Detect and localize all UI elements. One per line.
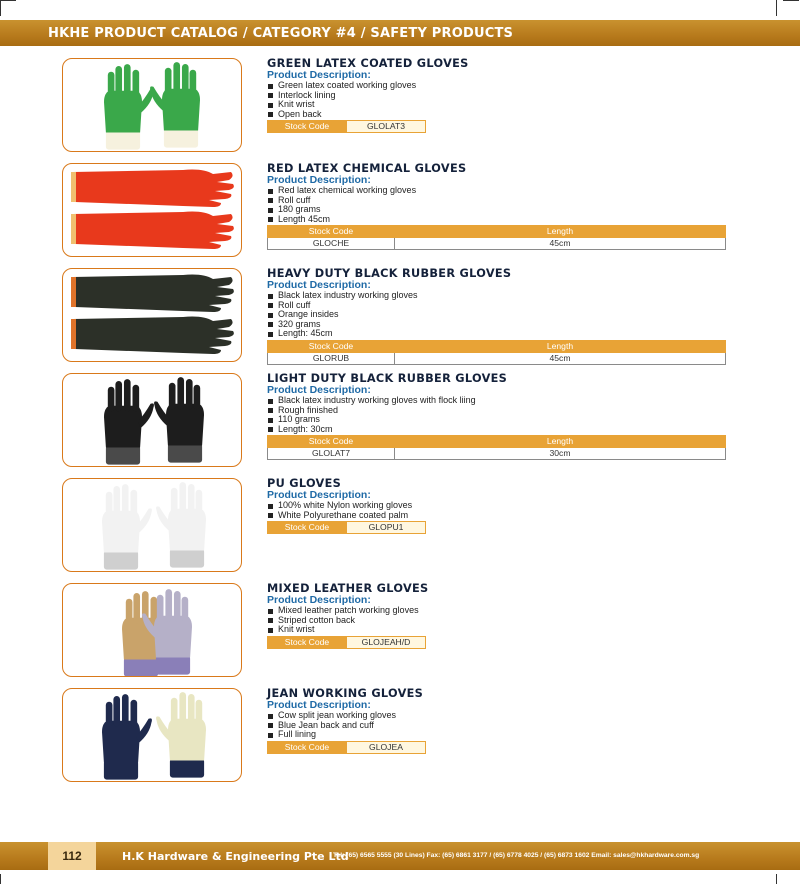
feature-item: 320 grams bbox=[267, 320, 727, 330]
product-description-label: Product Description: bbox=[267, 69, 371, 81]
product-red-latex-gloves bbox=[0, 163, 800, 259]
length-label: Length bbox=[395, 226, 726, 238]
crop-mark bbox=[783, 0, 799, 1]
feature-item: White Polyurethane coated palm bbox=[267, 511, 727, 521]
product-description-label: Product Description: bbox=[267, 699, 371, 711]
crop-mark bbox=[776, 874, 777, 884]
stock-table bbox=[267, 521, 426, 534]
product-title: PU GLOVES bbox=[267, 477, 342, 490]
stock-table bbox=[267, 435, 726, 460]
glove-bottom-icon bbox=[71, 212, 234, 250]
glove-right-icon bbox=[156, 692, 206, 778]
product-image bbox=[62, 163, 242, 257]
feature-list bbox=[267, 711, 727, 740]
stock-code-value: GLOJEA bbox=[347, 741, 426, 753]
glove-bottom-icon bbox=[71, 317, 234, 355]
stock-table bbox=[267, 636, 426, 649]
company-name: H.K Hardware & Engineering Pte Ltd bbox=[122, 850, 349, 863]
glove-left-icon bbox=[104, 379, 154, 465]
stock-code-value: GLOPU1 bbox=[347, 522, 426, 534]
feature-list bbox=[267, 501, 727, 520]
product-heavy-black-rubber-gloves bbox=[0, 268, 800, 364]
feature-item: Striped cotton back bbox=[267, 616, 727, 626]
product-description-label: Product Description: bbox=[267, 279, 371, 291]
feature-item: Full lining bbox=[267, 730, 727, 740]
stock-table bbox=[267, 225, 726, 250]
glove-right-icon bbox=[156, 482, 206, 567]
product-info bbox=[267, 58, 727, 133]
feature-item: Knit wrist bbox=[267, 100, 727, 110]
feature-item: Length: 45cm bbox=[267, 329, 727, 339]
page-title: HKHE PRODUCT CATALOG / CATEGORY #4 / SAFETY PRODUCTS bbox=[48, 26, 514, 41]
crop-mark bbox=[0, 874, 1, 884]
stock-code-label: Stock Code bbox=[268, 340, 395, 352]
length-label: Length bbox=[395, 340, 726, 352]
feature-item: 100% white Nylon working gloves bbox=[267, 501, 727, 511]
feature-item: Black latex industry working gloves with flock liing bbox=[267, 396, 727, 406]
stock-code-label: Stock Code bbox=[268, 636, 347, 648]
feature-item: Rough finished bbox=[267, 406, 727, 416]
glove-left-icon bbox=[102, 484, 152, 569]
glove-right-icon bbox=[154, 377, 204, 463]
product-description-label: Product Description: bbox=[267, 174, 371, 186]
stock-code-label: Stock Code bbox=[268, 121, 347, 133]
page-number: 112 bbox=[48, 842, 96, 870]
product-title: HEAVY DUTY BLACK RUBBER GLOVES bbox=[267, 267, 512, 280]
product-info bbox=[267, 583, 727, 649]
feature-item: Length 45cm bbox=[267, 215, 727, 225]
stock-code-value: GLOLAT3 bbox=[347, 121, 426, 133]
feature-list bbox=[267, 606, 727, 635]
product-title: LIGHT DUTY BLACK RUBBER GLOVES bbox=[267, 372, 508, 385]
product-info bbox=[267, 688, 727, 754]
feature-item: Knit wrist bbox=[267, 625, 727, 635]
feature-item: Cow split jean working gloves bbox=[267, 711, 727, 721]
product-image bbox=[62, 268, 242, 362]
feature-item: Red latex chemical working gloves bbox=[267, 186, 727, 196]
product-pu-gloves bbox=[0, 478, 800, 574]
stock-code-value: GLOJEAH/D bbox=[347, 636, 426, 648]
feature-item: Length: 30cm bbox=[267, 425, 727, 435]
product-mixed-leather-gloves bbox=[0, 583, 800, 679]
feature-list bbox=[267, 186, 727, 224]
product-title: JEAN WORKING GLOVES bbox=[267, 687, 424, 700]
product-info bbox=[267, 478, 727, 534]
stock-code-label: Stock Code bbox=[268, 741, 347, 753]
stock-code-label: Stock Code bbox=[268, 436, 395, 448]
feature-item: 180 grams bbox=[267, 205, 727, 215]
glove-right-icon bbox=[150, 62, 200, 148]
feature-item: Interlock lining bbox=[267, 91, 727, 101]
length-value: 45cm bbox=[395, 238, 726, 250]
feature-list bbox=[267, 396, 727, 434]
stock-table bbox=[267, 340, 726, 365]
feature-item: 110 grams bbox=[267, 415, 727, 425]
stock-code-value: GLOLAT7 bbox=[268, 448, 395, 460]
contact-info: Tel: (65) 6565 5555 (30 Lines) Fax: (65) 6861 3177 / (65) 6778 4025 / (65) 6873 1602 Email: sales@hkhardware.com.sg bbox=[333, 852, 700, 859]
product-image bbox=[62, 583, 242, 677]
stock-table bbox=[267, 741, 426, 754]
feature-item: Mixed leather patch working gloves bbox=[267, 606, 727, 616]
length-label: Length bbox=[395, 436, 726, 448]
product-title: RED LATEX CHEMICAL GLOVES bbox=[267, 162, 467, 175]
product-info bbox=[267, 268, 727, 365]
feature-item: Roll cuff bbox=[267, 196, 727, 206]
stock-code-value: GLOCHE bbox=[268, 238, 395, 250]
product-description-label: Product Description: bbox=[267, 489, 371, 501]
product-image bbox=[62, 478, 242, 572]
product-image bbox=[62, 688, 242, 782]
product-info bbox=[267, 163, 727, 250]
glove-top-icon bbox=[71, 170, 234, 208]
length-value: 45cm bbox=[395, 352, 726, 364]
feature-list bbox=[267, 291, 727, 339]
feature-item: Orange insides bbox=[267, 310, 727, 320]
stock-code-label: Stock Code bbox=[268, 226, 395, 238]
stock-table bbox=[267, 120, 426, 133]
product-green-latex-gloves bbox=[0, 58, 800, 154]
header-banner bbox=[0, 20, 800, 46]
feature-item: Roll cuff bbox=[267, 301, 727, 311]
product-title: MIXED LEATHER GLOVES bbox=[267, 582, 429, 595]
stock-code-value: GLORUB bbox=[268, 352, 395, 364]
product-image bbox=[62, 373, 242, 467]
glove-top-icon bbox=[71, 275, 234, 313]
product-info bbox=[267, 373, 727, 460]
product-title: GREEN LATEX COATED GLOVES bbox=[267, 57, 469, 70]
product-jean-working-gloves bbox=[0, 688, 800, 784]
product-description-label: Product Description: bbox=[267, 594, 371, 606]
footer-bar bbox=[0, 842, 800, 870]
product-light-black-rubber-gloves bbox=[0, 373, 800, 469]
length-value: 30cm bbox=[395, 448, 726, 460]
crop-mark bbox=[776, 0, 777, 16]
product-description-label: Product Description: bbox=[267, 384, 371, 396]
crop-mark bbox=[0, 0, 1, 16]
feature-item: Green latex coated working gloves bbox=[267, 81, 727, 91]
crop-mark bbox=[0, 0, 16, 1]
product-image bbox=[62, 58, 242, 152]
feature-list bbox=[267, 81, 727, 119]
stock-code-label: Stock Code bbox=[268, 522, 347, 534]
feature-item: Blue Jean back and cuff bbox=[267, 721, 727, 731]
feature-item: Black latex industry working gloves bbox=[267, 291, 727, 301]
feature-item: Open back bbox=[267, 110, 727, 120]
glove-left-icon bbox=[102, 694, 152, 780]
glove-left-icon bbox=[104, 64, 154, 150]
